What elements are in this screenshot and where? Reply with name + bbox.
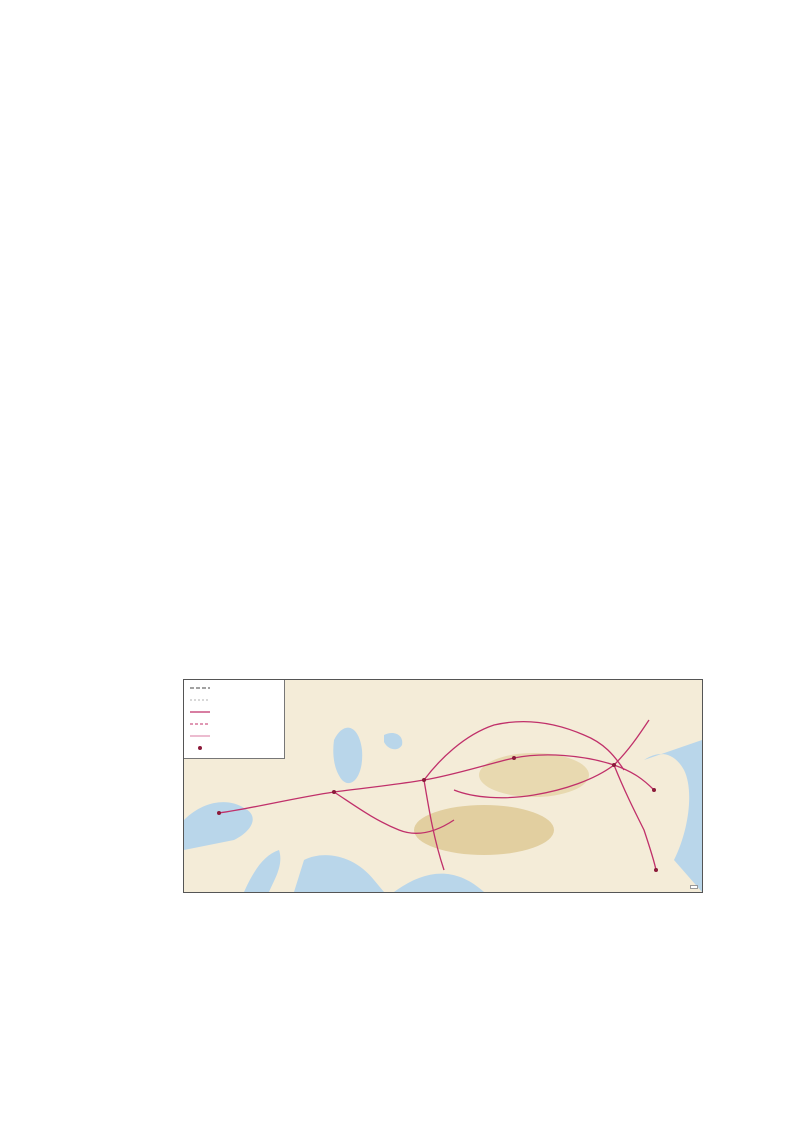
city-marker [512,756,516,760]
taklamakan-desert [479,753,589,797]
city-marker [612,763,616,767]
map-legend [184,680,285,759]
city-marker [217,811,221,815]
silk-road-map [183,679,703,893]
city-marker [652,788,656,792]
city-marker [654,868,658,872]
city-marker [422,778,426,782]
map-corner-label [690,885,698,889]
city-marker [332,790,336,794]
